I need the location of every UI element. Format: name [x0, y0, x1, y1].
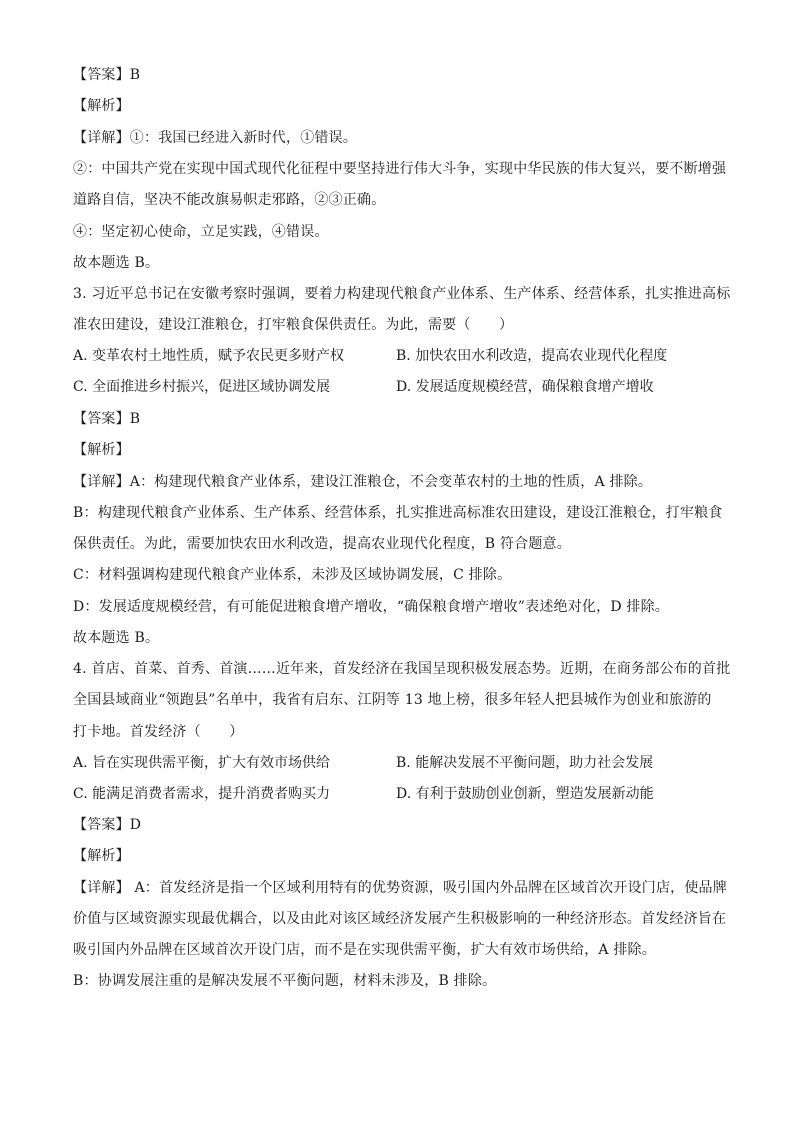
detail-line: C：材料强调构建现代粮食产业体系，未涉及区域协调发展，C 排除。 — [73, 567, 512, 583]
question-3-stem: 准农田建设，建设江淮粮仓，打牢粮食保供责任。为此，需要（ ） — [73, 317, 514, 333]
option-a: A. 旨在实现供需平衡，扩大有效市场供给 — [73, 755, 331, 771]
detail-line: 保供责任。为此，需要加快农田水利改造，提高农业现代化程度，B 符合题意。 — [73, 536, 571, 552]
analysis-label: 【解析】 — [73, 98, 130, 114]
option-d: D. 有利于鼓励创业创新，塑造发展新动能 — [396, 786, 654, 802]
detail-line: 价值与区域资源实现最优耦合，以及由此对该区域经济发展产生积极影响的一种经济形态。首发经济旨在 — [73, 911, 727, 927]
conclusion-line: 故本题选 B。 — [73, 255, 160, 271]
option-b: B. 能解决发展不平衡问题，助力社会发展 — [396, 755, 654, 771]
answer-label: 【答案】D — [73, 817, 142, 833]
option-c: C. 能满足消费者需求，提升消费者购买力 — [73, 786, 331, 802]
option-a: A. 变革农村土地性质，赋予农民更多财产权 — [73, 348, 345, 364]
detail-line: ②：中国共产党在实现中国式现代化征程中要坚持进行伟大斗争，实现中华民族的伟大复兴，要不断增强 — [73, 161, 727, 177]
option-c: C. 全面推进乡村振兴，促进区域协调发展 — [73, 379, 331, 395]
conclusion-line: 故本题选 B。 — [73, 630, 160, 646]
option-b: B. 加快农田水利改造，提高农业现代化程度 — [396, 348, 668, 364]
detail-line: 【详解】①：我国已经进入新时代，①错误。 — [73, 130, 357, 146]
question-4-stem: 4. 首店、首菜、首秀、首演……近年来，首发经济在我国呈现积极发展态势。近期，在商务部公布的首批 — [73, 661, 731, 677]
question-4-stem: 全国县域商业“领跑县”名单中，我省有启东、江阴等 13 地上榜，很多年轻人把县城作为创业和旅游的 — [73, 692, 712, 708]
analysis-label: 【解析】 — [73, 848, 130, 864]
detail-line: 道路自信，坚决不能改旗易帜走邪路，②③正确。 — [73, 192, 386, 208]
analysis-label: 【解析】 — [73, 442, 130, 458]
detail-line: ④：坚定初心使命，立足实践，④错误。 — [73, 224, 329, 240]
answer-label: 【答案】B — [73, 411, 141, 427]
answer-label: 【答案】B — [73, 67, 141, 83]
question-3-stem: 3. 习近平总书记在安徽考察时强调，要着力构建现代粮食产业体系、生产体系、经营体系，扎实推进高标 — [73, 286, 731, 302]
detail-line: 【详解】A：构建现代粮食产业体系，建设江淮粮仓，不会变革农村的土地的性质，A 排除。 — [73, 474, 653, 490]
detail-line: 【详解】 A：首发经济是指一个区域利用特有的优势资源，吸引国内外品牌在区域首次开设门店，使品牌 — [73, 880, 727, 896]
detail-line: B：协调发展注重的是解决发展不平衡问题，材料未涉及，B 排除。 — [73, 973, 497, 989]
detail-line: D：发展适度规模经营，有可能促进粮食增产增收，“确保粮食增产增收”表述绝对化，D 排除。 — [73, 599, 670, 615]
detail-line: B：构建现代粮食产业体系、生产体系、经营体系，扎实推进高标准农田建设，建设江淮粮仓，打牢粮食 — [73, 505, 723, 521]
detail-line: 吸引国内外品牌在区域首次开设门店，而不是在实现供需平衡，扩大有效市场供给，A 排除。 — [73, 942, 656, 958]
question-4-stem: 打卡地。首发经济（ ） — [73, 724, 244, 740]
option-d: D. 发展适度规模经营，确保粮食增产增收 — [396, 379, 654, 395]
